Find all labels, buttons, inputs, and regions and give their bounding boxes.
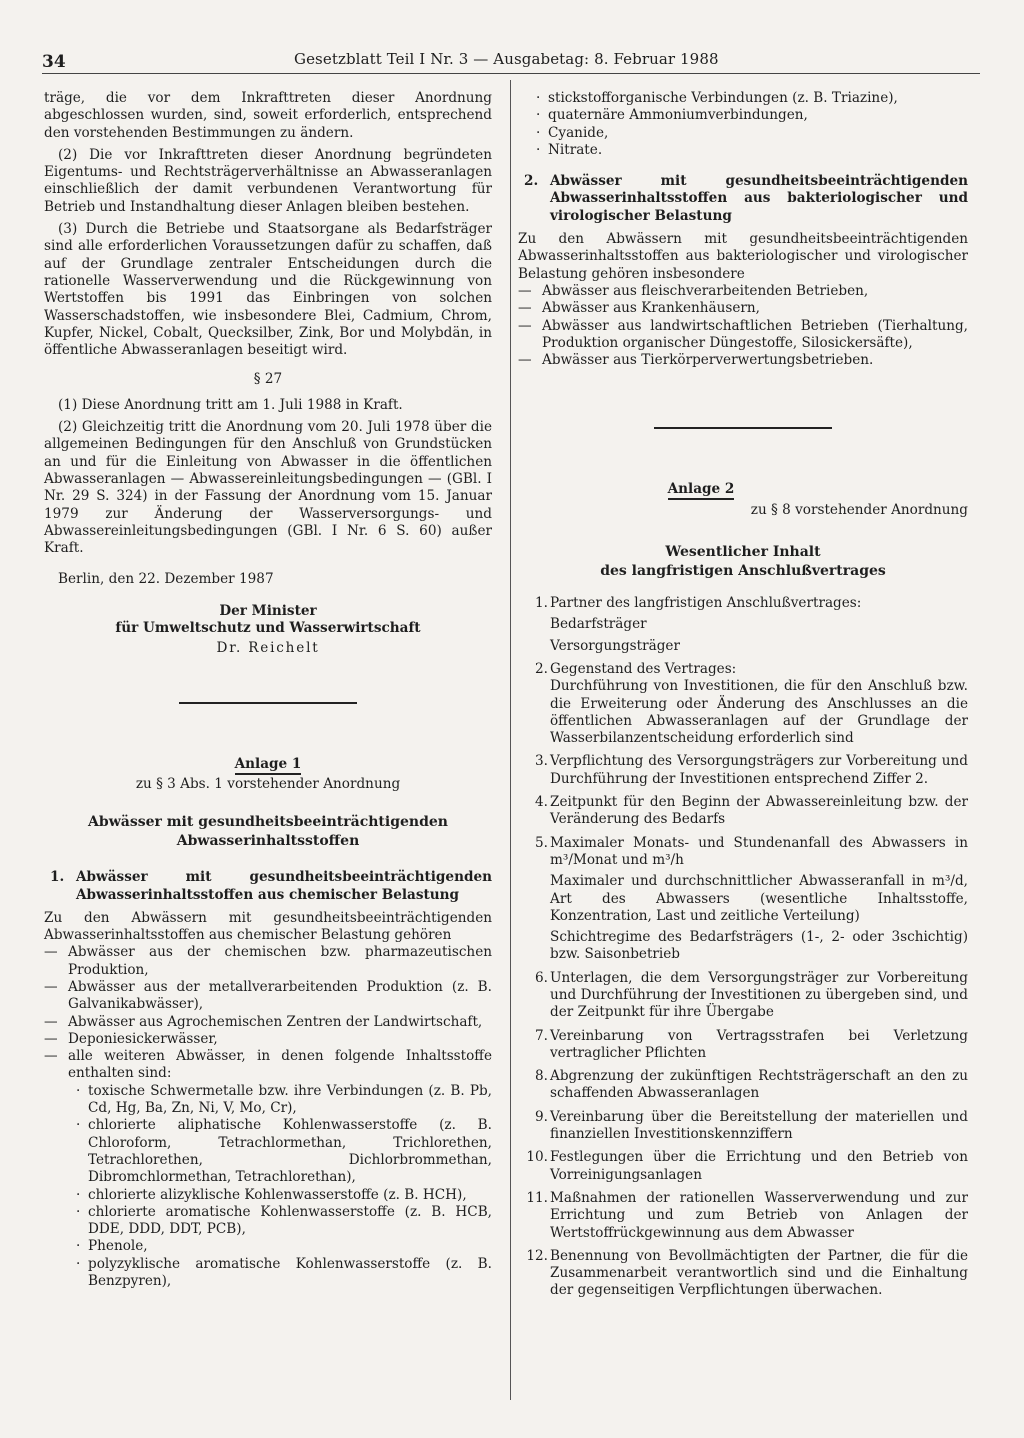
section-2-dash-list [518,283,968,369]
list-item [518,595,968,655]
list-item-text: Abwässer aus landwirtschaftlichen Betrieben (Tierhaltung, Produktion organischer Düngestoffe, Silosickersäfte), [542,317,968,351]
item-line: Bedarfsträger [550,616,647,633]
item-line: Unterlagen, die dem Versorgungsträger zur Vorbereitung und Durchführung der Investitionen zu übergeben sind, und der Zeitpunkt für ihre Übergabe [550,969,968,1021]
anlage-2-heading-line-2: des langfristigen Anschlußvertrages [600,563,886,580]
list-item-text: Abwässer aus der chemischen bzw. pharmazeutischen Produktion, [68,944,492,978]
item-line: Vereinbarung von Vertragsstrafen bei Verletzung vertraglicher Pflichten [550,1027,968,1061]
header-rule [42,73,980,74]
item-number: 1. [535,595,548,612]
list-item [76,1083,492,1118]
item-line: Verpflichtung des Versorgungsträgers zur Vorbereitung und Durchführung der Investitionen entsprechend Ziffer 2. [550,753,968,787]
section-27-title: § 27 [253,371,283,388]
dash-marker: — [518,352,532,369]
list-item-text: Abwässer aus Agrochemischen Zentren der Landwirtschaft, [68,1013,483,1030]
list-item [518,1068,968,1103]
anlage-2-reference: zu § 8 vorstehender Anordnung [750,501,968,518]
dot-marker: · [536,90,541,106]
list-item-text: Abwässer aus Krankenhäusern, [542,300,760,317]
item-number: 12. [526,1247,548,1264]
item-line: Partner des langfristigen Anschlußvertrages: [550,595,862,612]
section-1-intro: Zu den Abwässern mit gesundheitsbeeinträchtigenden Abwasserinhaltsstoffen aus chemischer Belastung gehören [44,909,492,944]
item-text [550,661,968,747]
list-item [76,1117,492,1186]
place-date: Berlin, den 22. Dezember 1987 [58,571,274,588]
page-number: 34 [42,52,66,72]
item-line: Versorgungsträger [550,637,680,654]
list-item [518,1028,968,1063]
dot-marker: · [76,1117,81,1134]
list-item [76,1256,492,1291]
list-item [518,835,968,964]
list-item [76,1204,492,1239]
anlage-1-title [44,756,492,773]
paragraph-2: (2) Die vor Inkrafttreten dieser Anordnung begründeten Eigentums- und Rechtsträgerverhältnisse an Abwasseranlagen einschließlich der damit verbundenen Verantwortung für Betrieb und Instandhaltung dieser Anlagen bleiben bestehen. [44,146,492,215]
section-1-heading-text: Abwässer mit gesundheitsbeeinträchtigenden Abwasserinhaltsstoffen aus chemischer Belastung [76,869,492,903]
anlage-2-heading [518,543,968,581]
dash-marker: — [518,317,532,334]
list-item [536,142,968,159]
list-item [44,1014,492,1031]
list-item-text: toxische Schwermetalle bzw. ihre Verbindungen (z. B. Pb, Cd, Hg, Ba, Zn, Ni, V, Mo, Cr), [88,1082,492,1117]
anlage-2-title [518,481,968,498]
item-text [550,835,968,964]
anlage-1-reference: zu § 3 Abs. 1 vorstehender Anordnung [135,775,401,792]
list-item-text: chlorierte alizyklische Kohlenwasserstoffe (z. B. HCH), [88,1186,467,1203]
list-item-text: Deponiesickerwässer, [68,1030,218,1047]
item-text [550,970,968,1022]
dash-marker: — [44,944,58,961]
item-number: 5. [535,834,548,851]
item-text [550,1068,968,1103]
right-column [518,90,968,1306]
running-head: Gesetzblatt Teil I Nr. 3 — Ausgabetag: 8. Februar 1988 [294,50,719,68]
item-text [550,595,968,655]
item-number: 9. [535,1108,548,1125]
list-item [518,794,968,829]
substance-list [44,1083,492,1291]
item-line: Vereinbarung über die Bereitstellung der materiellen und finanziellen Investitionskennziffern [550,1108,968,1143]
list-item-text: quaternäre Ammoniumverbindungen, [548,107,808,124]
dot-marker: · [536,124,541,141]
list-item [44,979,492,1014]
dot-marker: · [536,107,541,124]
item-line: Zeitpunkt für den Beginn der Abwassereinleitung bzw. der Veränderung des Bedarfs [550,794,968,828]
substance-list-continued [518,90,968,159]
list-item [44,944,492,979]
signoff-title-2: für Umweltschutz und Wasserwirtschaft [115,620,421,637]
list-item-text: alle weiteren Abwässer, in denen folgende Inhaltsstoffe enthalten sind: [68,1048,492,1082]
list-item [44,1048,492,1083]
dash-marker: — [518,282,532,299]
list-item [518,1190,968,1242]
list-item-text: Phenole, [88,1238,148,1255]
section-1-number: 1. [50,869,65,886]
dash-marker: — [44,1048,58,1065]
section-1-heading [44,869,492,904]
dash-marker: — [44,1013,58,1030]
left-column [44,90,492,1290]
list-item [518,283,968,300]
section-2-heading [518,173,968,225]
item-number: 4. [535,794,548,811]
item-text [550,1190,968,1242]
dot-marker: · [76,1186,81,1203]
list-item-text: Abwässer aus Tierkörperverwertungsbetrieben. [542,352,874,369]
dot-marker: · [536,141,541,158]
item-line: Maximaler Monats- und Stundenanfall des Abwassers in m³/Monat und m³/h [550,834,968,868]
list-item [536,125,968,142]
item-text [550,753,968,788]
list-item [518,300,968,317]
item-text [550,1109,968,1144]
item-number: 3. [535,753,548,770]
item-text [550,794,968,829]
separator-rule [179,702,357,704]
list-item [76,1187,492,1204]
signoff-title-1: Der Minister [219,602,317,619]
section-1-dash-list [44,944,492,1082]
item-number: 2. [535,660,548,677]
anlage-1-heading-line-2: Abwasserinhaltsstoffen [176,833,360,850]
contract-content-list [518,595,968,1300]
dash-marker: — [44,978,58,995]
item-line: Gegenstand des Vertrages: [550,660,737,677]
list-item-text: chlorierte aromatische Kohlenwasserstoffe (z. B. HCB, DDE, DDD, DDT, PCB), [88,1203,492,1238]
list-item [518,1109,968,1144]
item-number: 10. [526,1149,548,1166]
list-item [518,661,968,747]
section-27-para-2: (2) Gleichzeitig tritt die Anordnung vom 20. Juli 1978 über die allgemeinen Bedingungen für den Anschluß von Grundstücken an und für die Einleitung von Abwasser in die öffentlichen Abwasseranlagen — Abwassereinleitungsbedingungen — (GBl. I Nr. 29 S. 324) in der Fassung der Anordnung vom 15. Januar 1979 zur Änderung der Wasserversorgungs- und Abwassereinleitungsbedingungen (GBl. I Nr. 6 S. 60) außer Kraft. [44,419,492,557]
anlage-1-heading [44,813,492,851]
list-item [518,352,968,369]
anlage-1-heading-line-1: Abwässer mit gesundheitsbeeinträchtigenden [88,814,448,831]
item-number: 11. [526,1189,548,1206]
item-line: Festlegungen über die Errichtung und den Betrieb von Vorreinigungsanlagen [550,1149,968,1183]
dot-marker: · [76,1203,81,1220]
list-item [44,1031,492,1048]
item-line: Maximaler und durchschnittlicher Abwasseranfall in m³/d, Art des Abwassers (wesentliche Inhaltsstoffe, Konzentration, Last und zeitliche Verteilung) [550,873,968,924]
item-text [550,1028,968,1063]
list-item-text: chlorierte aliphatische Kohlenwasserstoffe (z. B. Chloroform, Tetrachlormethan, Trichlorethen, Tetrachlorethen, Dichlorbrommethan, Dibromchlormethan, Tetrachlorethan), [88,1117,492,1186]
item-number: 8. [535,1068,548,1085]
column-divider [510,80,511,1400]
section-2-intro: Zu den Abwässern mit gesundheitsbeeinträchtigenden Abwasserinhaltsstoffen aus bakteriologischer und virologischer Belastung gehören insbesondere [518,231,968,282]
item-line: Schichtregime des Bedarfsträgers (1-, 2- oder 3schichtig) bzw. Saisonbetrieb [550,929,968,963]
item-line: Durchführung von Investitionen, die für den Anschluß bzw. die Erweiterung oder Änderung des Anschlusses an die öffentlichen Abwasseranlagen auf der Grundlage der Wasserbilanzentscheidung erforderlich sind [550,678,968,747]
list-item-text: Cyanide, [548,124,609,141]
list-item [518,753,968,788]
list-item [518,1248,968,1300]
list-item-text: Abwässer aus der metallverarbeitenden Produktion (z. B. Galvanikabwässer), [68,978,492,1013]
list-item [536,90,968,107]
anlage-2-title-text: Anlage 2 [668,481,735,500]
item-number: 7. [535,1027,548,1044]
section-2-heading-text: Abwässer mit gesundheitsbeeinträchtigenden Abwasserinhaltsstoffen aus bakteriologischer und virologischer Belastung [550,173,968,224]
dash-marker: — [44,1030,58,1047]
list-item-text: stickstofforganische Verbindungen (z. B. Triazine), [548,90,898,106]
list-item [518,1149,968,1184]
list-item-text: Nitrate. [548,141,603,158]
list-item [518,318,968,353]
section-27-para-1: (1) Diese Anordnung tritt am 1. Juli 1988 in Kraft. [58,396,403,413]
intro-paragraph: träge, die vor dem Inkrafttreten dieser Anordnung abgeschlossen wurden, sind, soweit erforderlich, entsprechend den vorstehenden Bestimmungen zu ändern. [44,90,492,141]
list-item [536,107,968,124]
anlage-2-heading-line-1: Wesentlicher Inhalt [665,544,821,561]
dot-marker: · [76,1238,81,1255]
dot-marker: · [76,1082,81,1099]
anlage-1-title-text: Anlage 1 [235,756,302,775]
dot-marker: · [76,1255,81,1272]
dash-marker: — [518,300,532,317]
item-line: Maßnahmen der rationellen Wasserverwendung und zur Errichtung und zum Betrieb von Anlagen der Wertstoffrückgewinnung aus dem Abwasser [550,1189,968,1241]
item-number: 6. [535,969,548,986]
signoff-name: Dr. Reichelt [216,640,320,657]
list-item-text: Abwässer aus fleischverarbeitenden Betrieben, [542,282,869,299]
item-line: Abgrenzung der zukünftigen Rechtsträgerschaft an den zu schaffenden Abwasseranlagen [550,1068,968,1102]
item-text [550,1248,968,1300]
separator-rule [654,427,832,429]
list-item [518,970,968,1022]
item-line: Benennung von Bevollmächtigten der Partner, die für die Zusammenarbeit verantwortlich sind und die Einhaltung der gegenseitigen Verpflichtungen überwachen. [550,1247,968,1299]
list-item [76,1238,492,1255]
list-item-text: polyzyklische aromatische Kohlenwasserstoffe (z. B. Benzpyren), [88,1255,492,1290]
paragraph-3: (3) Durch die Betriebe und Staatsorgane als Bedarfsträger sind alle erforderlichen Voraussetzungen dafür zu schaffen, daß auf der Grundlage zentraler Entscheidungen durch die rationelle Wasserverwendung und die Rückgewinnung von Wertstoffen bis 1991 das Einbringen von solchen Wasserschadstoffen, wie insbesondere Blei, Cadmium, Chrom, Kupfer, Nickel, Cobalt, Quecksilber, Zink, Bor und Molybdän, in öffentliche Abwasseranlagen beseitigt wird. [44,221,492,359]
item-text [550,1149,968,1184]
section-2-number: 2. [524,173,539,190]
